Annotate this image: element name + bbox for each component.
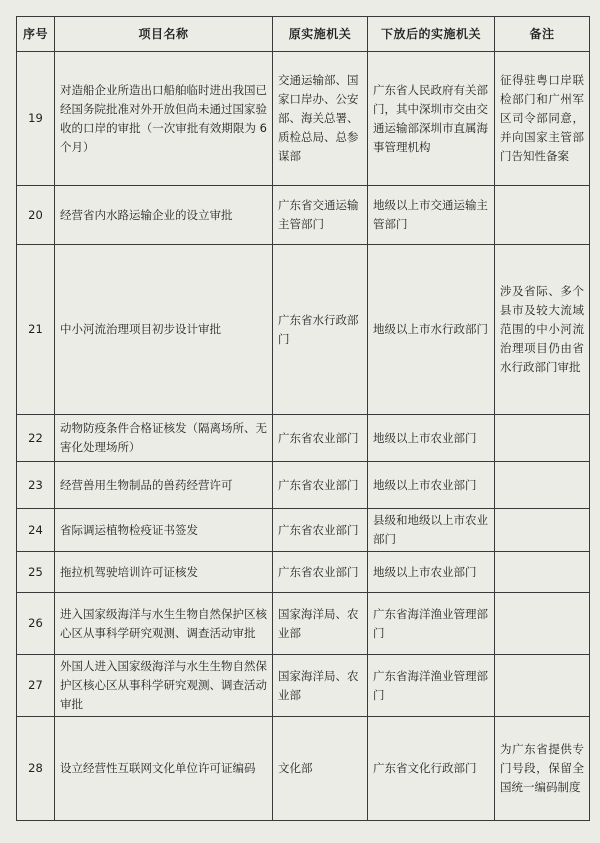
remarks bbox=[495, 655, 590, 717]
item-name: 设立经营性互联网文化单位许可证编码 bbox=[55, 717, 273, 821]
remarks: 涉及省际、多个县市及较大流域范围的中小河流治理项目仍由省水行政部门审批 bbox=[495, 245, 590, 415]
original-agency: 广东省交通运输主管部门 bbox=[273, 186, 368, 245]
remarks bbox=[495, 186, 590, 245]
original-agency: 国家海洋局、农业部 bbox=[273, 655, 368, 717]
row-number: 22 bbox=[17, 415, 55, 462]
item-name: 进入国家级海洋与水生生物自然保护区核心区从事科学研究观测、调查活动审批 bbox=[55, 593, 273, 655]
header-no: 序号 bbox=[17, 17, 55, 52]
original-agency: 广东省农业部门 bbox=[273, 462, 368, 509]
original-agency: 广东省农业部门 bbox=[273, 509, 368, 552]
new-agency: 县级和地级以上市农业部门 bbox=[368, 509, 495, 552]
remarks bbox=[495, 415, 590, 462]
row-number: 21 bbox=[17, 245, 55, 415]
new-agency: 地级以上市水行政部门 bbox=[368, 245, 495, 415]
remarks bbox=[495, 552, 590, 593]
item-name: 经营省内水路运输企业的设立审批 bbox=[55, 186, 273, 245]
item-name: 对造船企业所造出口船舶临时进出我国已经国务院批准对外开放但尚未通过国家验收的口岸的审批（一次审批有效期限为 6 个月） bbox=[55, 52, 273, 186]
header-original-agency: 原实施机关 bbox=[273, 17, 368, 52]
new-agency: 地级以上市交通运输主管部门 bbox=[368, 186, 495, 245]
item-name: 动物防疫条件合格证核发（隔离场所、无害化处理场所） bbox=[55, 415, 273, 462]
row-number: 20 bbox=[17, 186, 55, 245]
item-name: 外国人进入国家级海洋与水生生物自然保护区核心区从事科学研究观测、调查活动审批 bbox=[55, 655, 273, 717]
row-number: 25 bbox=[17, 552, 55, 593]
item-name: 经营兽用生物制品的兽药经营许可 bbox=[55, 462, 273, 509]
remarks: 为广东省提供专门号段，保留全国统一编码制度 bbox=[495, 717, 590, 821]
table-row bbox=[17, 552, 590, 593]
original-agency: 文化部 bbox=[273, 717, 368, 821]
item-name: 中小河流治理项目初步设计审批 bbox=[55, 245, 273, 415]
table-row bbox=[17, 717, 590, 821]
new-agency: 地级以上市农业部门 bbox=[368, 462, 495, 509]
original-agency: 广东省水行政部门 bbox=[273, 245, 368, 415]
new-agency: 广东省文化行政部门 bbox=[368, 717, 495, 821]
original-agency: 国家海洋局、农业部 bbox=[273, 593, 368, 655]
original-agency: 交通运输部、国家口岸办、公安部、海关总署、质检总局、总参谋部 bbox=[273, 52, 368, 186]
table-row bbox=[17, 186, 590, 245]
table-row bbox=[17, 655, 590, 717]
item-name: 省际调运植物检疫证书签发 bbox=[55, 509, 273, 552]
original-agency: 广东省农业部门 bbox=[273, 415, 368, 462]
remarks: 征得驻粤口岸联检部门和广州军区司令部同意，并向国家主管部门告知性备案 bbox=[495, 52, 590, 186]
new-agency: 地级以上市农业部门 bbox=[368, 552, 495, 593]
table-row bbox=[17, 415, 590, 462]
table-row bbox=[17, 245, 590, 415]
row-number: 19 bbox=[17, 52, 55, 186]
new-agency: 地级以上市农业部门 bbox=[368, 415, 495, 462]
row-number: 23 bbox=[17, 462, 55, 509]
new-agency: 广东省海洋渔业管理部门 bbox=[368, 593, 495, 655]
row-number: 26 bbox=[17, 593, 55, 655]
new-agency: 广东省海洋渔业管理部门 bbox=[368, 655, 495, 717]
row-number: 28 bbox=[17, 717, 55, 821]
table-row bbox=[17, 52, 590, 186]
remarks bbox=[495, 509, 590, 552]
row-number: 27 bbox=[17, 655, 55, 717]
table-row bbox=[17, 593, 590, 655]
new-agency: 广东省人民政府有关部门，其中深圳市交由交通运输部深圳市直属海事管理机构 bbox=[368, 52, 495, 186]
table-header-row bbox=[17, 17, 590, 52]
item-name: 拖拉机驾驶培训许可证核发 bbox=[55, 552, 273, 593]
delegation-table bbox=[16, 16, 590, 821]
header-new-agency: 下放后的实施机关 bbox=[368, 17, 495, 52]
original-agency: 广东省农业部门 bbox=[273, 552, 368, 593]
header-item-name: 项目名称 bbox=[55, 17, 273, 52]
remarks bbox=[495, 462, 590, 509]
row-number: 24 bbox=[17, 509, 55, 552]
header-remarks: 备注 bbox=[495, 17, 590, 52]
table-row bbox=[17, 462, 590, 509]
remarks bbox=[495, 593, 590, 655]
table-row bbox=[17, 509, 590, 552]
